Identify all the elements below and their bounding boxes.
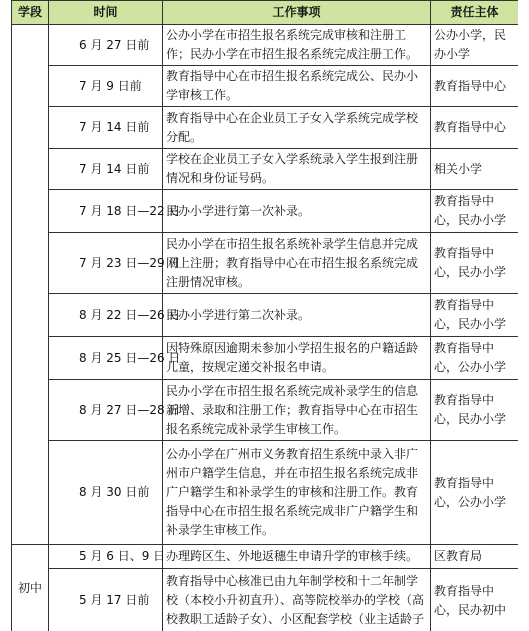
owner-cell: 教育指导中心，民办小学 xyxy=(431,380,519,441)
stage-cell-primary xyxy=(12,25,49,545)
task-cell: 民办小学在市招生报名系统补录学生信息并完成网上注册；教育指导中心在市招生报名系统完成注册情况审核。 xyxy=(163,233,431,294)
owner-cell: 区教育局 xyxy=(431,545,519,569)
date-cell: 7 月 23 日—29 日 xyxy=(49,233,163,294)
table-row xyxy=(12,380,519,441)
date-cell: 5 月 6 日、9 日 xyxy=(49,545,163,569)
header-task: 工作事项 xyxy=(163,1,431,25)
date-cell: 8 月 22 日—26 日 xyxy=(49,294,163,337)
table-row xyxy=(12,545,519,569)
owner-cell: 教育指导中心 xyxy=(431,66,519,107)
header-time: 时间 xyxy=(49,1,163,25)
task-cell: 民办小学在市招生报名系统完成补录学生的信息新增、录取和注册工作；教育指导中心在市招生报名系统完成补录学生审核工作。 xyxy=(163,380,431,441)
header-owner: 责任主体 xyxy=(431,1,519,25)
task-cell: 公办小学在市招生报名系统完成审核和注册工作；民办小学在市招生报名系统完成注册工作。 xyxy=(163,25,431,66)
table-header xyxy=(12,1,519,25)
task-cell: 办理跨区生、外地返穗生申请升学的审核手续。 xyxy=(163,545,431,569)
table-row xyxy=(12,149,519,190)
table-row xyxy=(12,233,519,294)
header-stage: 学段 xyxy=(12,1,49,25)
table-row xyxy=(12,569,519,631)
date-cell: 8 月 27 日—28 日 xyxy=(49,380,163,441)
table-body xyxy=(12,25,519,631)
task-cell: 学校在企业员工子女入学系统录入学生报到注册情况和身份证号码。 xyxy=(163,149,431,190)
table-row xyxy=(12,107,519,149)
header-row xyxy=(12,1,519,25)
task-cell: 公办小学在广州市义务教育招生系统中录入非广州市户籍学生信息，并在市招生报名系统完成非广户籍学生和补录学生的审核和注册工作。教育指导中心在市招生报名系统完成非广户籍学生和补录学生审核工作。 xyxy=(163,441,431,545)
table-row xyxy=(12,190,519,233)
table-row xyxy=(12,294,519,337)
schedule-table xyxy=(11,0,518,631)
owner-cell: 教育指导中心，公办小学 xyxy=(431,441,519,545)
task-cell: 民办小学进行第一次补录。 xyxy=(163,190,431,233)
date-cell: 5 月 17 日前 xyxy=(49,569,163,631)
owner-cell: 教育指导中心，民办小学 xyxy=(431,233,519,294)
enrollment-schedule-document xyxy=(11,0,518,631)
date-cell: 7 月 18 日—22 日 xyxy=(49,190,163,233)
table-row xyxy=(12,66,519,107)
date-cell: 7 月 14 日前 xyxy=(49,107,163,149)
owner-cell: 教育指导中心，民办小学 xyxy=(431,294,519,337)
task-cell: 因特殊原因逾期未参加小学招生报名的户籍适龄儿童，按规定递交补报名申请。 xyxy=(163,337,431,380)
table-row xyxy=(12,25,519,66)
date-cell: 7 月 14 日前 xyxy=(49,149,163,190)
task-cell: 教育指导中心在市招生报名系统完成公、民办小学审核工作。 xyxy=(163,66,431,107)
owner-cell: 相关小学 xyxy=(431,149,519,190)
owner-cell: 教育指导中心 xyxy=(431,107,519,149)
table-row xyxy=(12,337,519,380)
owner-cell: 教育指导中心，民办初中 xyxy=(431,569,519,631)
date-cell: 8 月 30 日前 xyxy=(49,441,163,545)
task-cell: 教育指导中心在企业员工子女入学系统完成学校分配。 xyxy=(163,107,431,149)
table-row xyxy=(12,441,519,545)
owner-cell: 公办小学，民办小学 xyxy=(431,25,519,66)
date-cell: 6 月 27 日前 xyxy=(49,25,163,66)
owner-cell: 教育指导中心，公办小学 xyxy=(431,337,519,380)
date-cell: 7 月 9 日前 xyxy=(49,66,163,107)
task-cell: 民办小学进行第二次补录。 xyxy=(163,294,431,337)
date-cell: 8 月 25 日—26 日 xyxy=(49,337,163,380)
owner-cell: 教育指导中心，民办小学 xyxy=(431,190,519,233)
stage-cell-junior: 初中 xyxy=(12,545,49,631)
task-cell: 教育指导中心核准已由九年制学校和十二年制学校（本校小升初直升）、高等院校举办的学校（高校教职工适龄子女）、小区配套学校（业主适龄子 xyxy=(163,569,431,631)
